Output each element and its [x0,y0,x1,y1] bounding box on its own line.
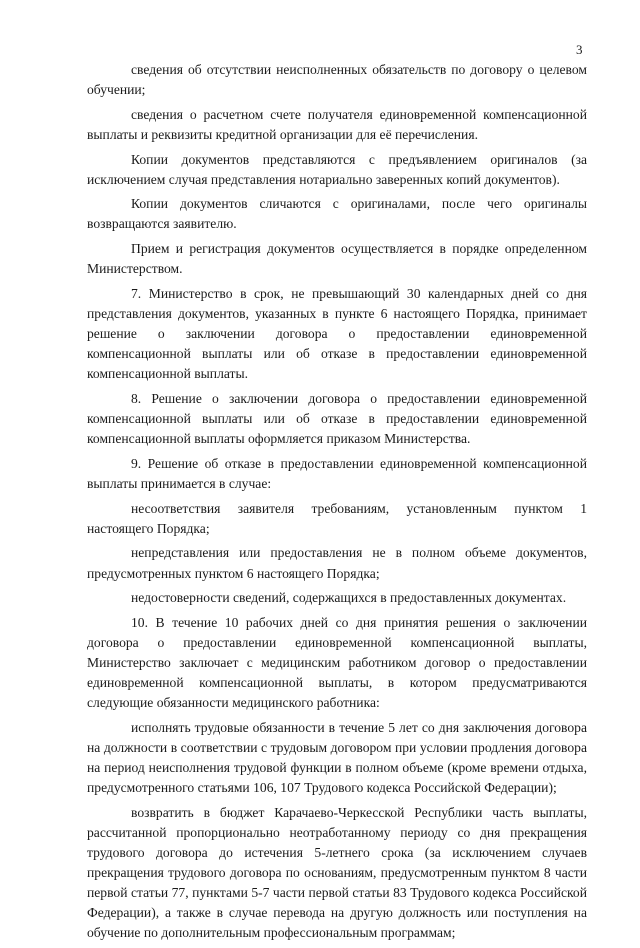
paragraph: 9. Решение об отказе в предоставлении единовременной компенсационной выплаты принимается в случае: [87,455,587,491]
paragraph: 10. В течение 10 рабочих дней со дня принятия решения о заключении договора о предоставлении единовременной компенсационной выплаты, Министерство заключает с медицинским работником договор о предоставлении единовременной компенсационной выплаты, в котором предусматриваются следующие обязанности медицинского работника: [87,614,587,711]
paragraph: 7. Министерство в срок, не превышающий 30 календарных дней со дня представления документов, указанных в пункте 6 настоящего Порядка, принимает решение о заключении договора о предоставлении единовременной компенсационной выплаты или об отказе в предоставлении единовременной компенсационной выплаты. [87,285,587,382]
paragraph: Прием и регистрация документов осуществляется в порядке определенном Министерством. [87,241,587,277]
paragraph: сведения об отсутствии неисполненных обязательств по договору о целевом обучении; [87,62,587,98]
page-number: 3 [576,42,583,57]
paragraph: непредставления или предоставления не в полном объеме документов, предусмотренных пунктом 6 настоящего Порядка; [87,545,587,581]
paragraph: исполнять трудовые обязанности в течение 5 лет со дня заключения договора на должности в соответствии с трудовым договором при условии продления договора на период неисполнения трудовой функции в полном объеме (кроме времени отдыха, предусмотренного статьями 106, 107 Трудового кодекса Российской Федерации); [87,719,587,796]
document-body [87,60,587,948]
paragraph: 8. Решение о заключении договора о предоставлении единовременной компенсационной выплаты или об отказе в предоставлении единовременной компенсационной выплаты оформляется приказом Министерства. [87,390,587,447]
paragraph: Копии документов сличаются с оригиналами, после чего оригиналы возвращаются заявителю. [87,196,587,232]
paragraph: сведения о расчетном счете получателя единовременной компенсационной выплаты и реквизиты кредитной организации для её перечисления. [87,106,587,142]
paragraph: Копии документов представляются с предъявлением оригиналов (за исключением случая представления нотариально заверенных копий документов). [87,151,587,187]
paragraph: недостоверности сведений, содержащихся в предоставленных документах. [131,590,567,606]
paragraph: возвратить в бюджет Карачаево-Черкесской Республики часть выплаты, рассчитанной пропорционально неотработанному периоду со дня прекращения трудового договора до истечения 5-летнего срока (за исключением случаев прекращения трудового договора по основаниям, предусмотренным пунктом 8 части первой статьи 77, пунктами 5-7 части первой статьи 83 Трудового кодекса Российской Федерации), а также в случае перевода на другую должность или поступления на обучение по дополнительным профессиональным программам; [87,804,587,941]
paragraph: несоответствия заявителя требованиям, установленным пунктом 1 настоящего Порядка; [87,500,587,536]
